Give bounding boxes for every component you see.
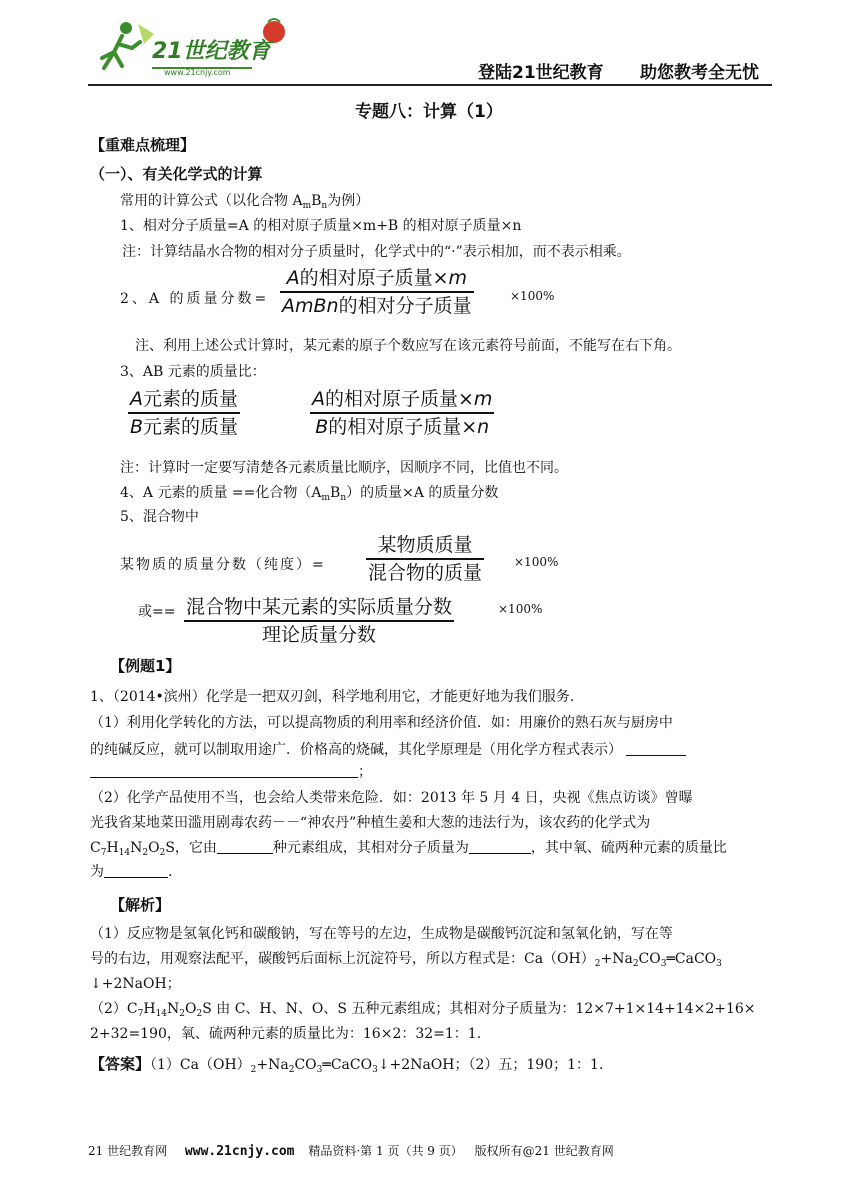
footer-site: 21 世纪教育网 <box>88 1144 168 1158</box>
analysis-line-3: ↓+2NaOH； <box>90 976 181 992</box>
sub-heading: （一）、有关化学式的计算 <box>90 165 263 183</box>
example-heading: 【例题1】 <box>110 657 181 675</box>
example-line-3: 的纯碱反应，就可以制取用途广．价格高的烧碱，其化学原理是（用化学方程式表示） <box>90 739 686 759</box>
logo-text: 21世纪教育 <box>152 39 271 64</box>
or-percent: ×100% <box>498 602 543 616</box>
section-heading: 【重难点梳理】 <box>90 136 196 154</box>
example-line-7: $C_7H_{14}N_2O_2S$，它由 种元素组成，其相对分子质量为 ，其中氧、硫两种元素的质量比 <box>90 837 727 858</box>
purity-label: 某物质的质量分数（纯度）= <box>120 557 326 573</box>
answer-blank-mass-ratio[interactable] <box>104 861 168 878</box>
answer-blank-equation-part2[interactable] <box>90 761 358 778</box>
header-slogan-right: 助您教考全无忧 <box>640 63 759 83</box>
analysis-line-4: $(2)C_7H_{14}N_2O_2S$ 由 C、H、N、O、S 五种元素组成；其相对分子质量为：12×7+1×14+14×2+16× <box>90 1001 756 1019</box>
purity-fraction: 某物质质量 混合物的质量 <box>368 534 483 584</box>
header-slogan-left: 登陆21世纪教育 <box>478 63 604 83</box>
note-2: 注、利用上述公式计算时，某元素的原子个数应写在该元素符号前面，不能写在右下角。 <box>135 338 681 354</box>
header-rule <box>88 84 772 86</box>
example-line-8: 为 . <box>90 861 172 881</box>
item-2-fraction: A的相对原子质量×m AmBn的相对分子质量 <box>282 267 472 317</box>
example-line-4: ； <box>90 761 372 781</box>
footer-url[interactable]: www.21cnjy.com <box>184 1144 295 1159</box>
item-3: 3、AB 元素的质量比： <box>120 364 266 380</box>
note-3: 注：计算时一定要写清楚各元素质量比顺序，因顺序不同，比值也不同。 <box>120 460 568 476</box>
footer-page-number: 1 <box>375 1144 384 1158</box>
item-4: 4、A 元素的质量 ==化合物$(A_mB_n)$的质量×A 的质量分数 <box>120 485 499 503</box>
footer-rights: 版权所有@21 世纪教育网 <box>474 1144 614 1158</box>
note-1: 注：计算结晶水合物的相对分子质量时，化学式中的“·”表示相加，而不表示相乘。 <box>122 244 631 260</box>
answer-blank-element-count[interactable] <box>217 837 273 854</box>
item-2-percent: ×100% <box>510 289 555 303</box>
item-2-label: 2、A 的质量分数= <box>120 291 270 307</box>
answer-blank-equation-part1[interactable] <box>626 739 686 756</box>
page-title: 专题八：计算（1） <box>355 102 503 122</box>
example-line-1: 1、（2014•滨州）化学是一把双刃剑，科学地利用它，才能更好地为我们服务. <box>90 689 575 705</box>
footer: 21 世纪教育网 www.21cnjy.com 精品资料·第 1 页（共 9 页） 版权所有@21 世纪教育网 <box>88 1144 614 1159</box>
analysis-line-1: （1）反应物是氢氧化钙和碳酸钠，写在等号的左边，生成物是碳酸钙沉淀和氢氧化钠，写在等 <box>90 926 673 942</box>
example-line-2: （1）利用化学转化的方法，可以提高物质的利用率和经济价值．如：用廉价的熟石灰与厨房中 <box>90 715 673 731</box>
answer-line: 【答案】$(1)Ca(OH)_2+Na_2CO_3═CaCO_3↓+2NaOH$；（2）五；190；1：1. <box>90 1055 604 1075</box>
purity-percent: ×100% <box>514 555 559 569</box>
analysis-line-5: 2+32=190，氧、硫两种元素的质量比为：16×2：32=1：1. <box>90 1026 482 1042</box>
item-3-fraction-1: A元素的质量 B元素的质量 <box>130 388 239 438</box>
or-fraction: 混合物中某元素的实际质量分数 理论质量分数 <box>186 596 453 646</box>
analysis-line-2: 号的右边，用观察法配平，碳酸钙后面标上沉淀符号，所以方程式是：$Ca(OH)_2+Na_2CO_3═CaCO_3$ <box>90 951 722 969</box>
item-3-fraction-2: A的相对原子质量×m B的相对原子质量×n <box>312 388 493 438</box>
footer-total-pages: 9 <box>427 1144 435 1158</box>
analysis-heading: 【解析】 <box>110 896 171 914</box>
example-line-5: （2）化学产品使用不当，也会给人类带来危险．如：2013 年 5 月 4 日，央视《焦点访谈》曾曝 <box>90 790 693 806</box>
example-line-6: 光我省某地菜田滥用剧毒农药－－“神农丹”种植生姜和大葱的违法行为，该农药的化学式为 <box>90 815 651 831</box>
item-1: 1、相对分子质量=A 的相对原子质量×m+B 的相对原子质量×n <box>120 218 522 234</box>
logo-url: www.21cnjy.com <box>164 68 231 77</box>
or-label: 或== <box>138 604 176 620</box>
item-5: 5、混合物中 <box>120 509 199 525</box>
intro-text: 常用的计算公式（以化合物 $A_mB_n$为例） <box>120 193 370 211</box>
answer-blank-molecular-mass[interactable] <box>469 837 531 854</box>
logo <box>92 12 292 80</box>
answer-heading: 【答案】 <box>90 1055 151 1073</box>
